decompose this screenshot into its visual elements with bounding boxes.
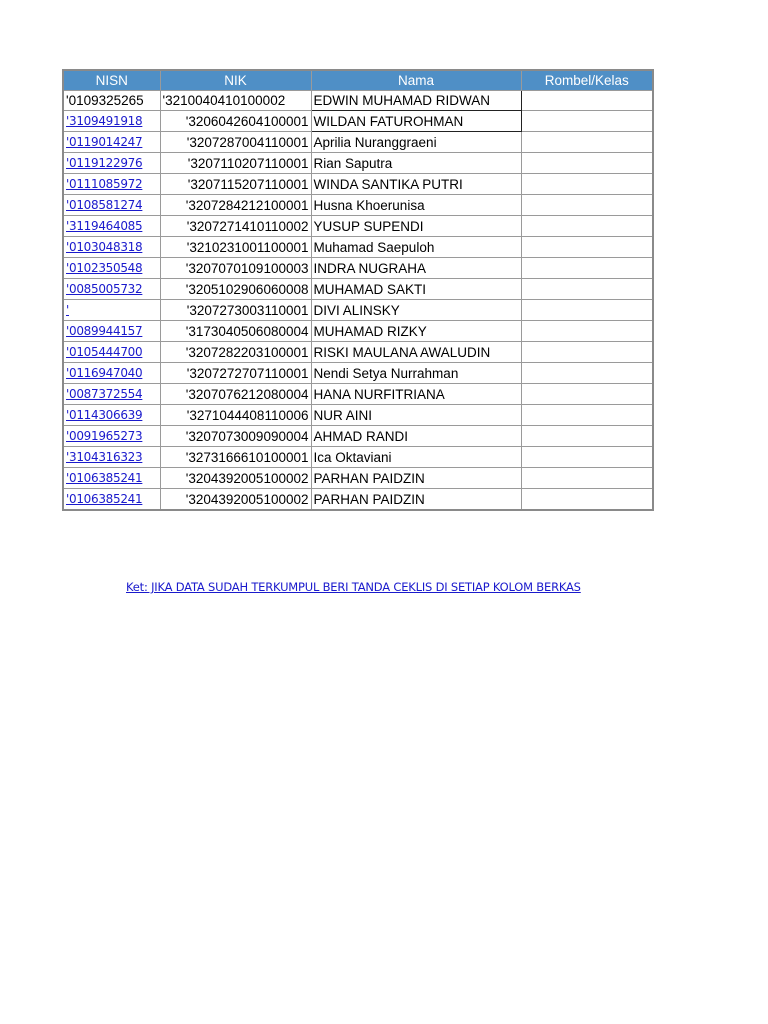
table-row <box>63 258 653 279</box>
header-rombel[interactable]: Rombel/Kelas <box>521 70 653 91</box>
cell-nisn[interactable] <box>63 258 160 279</box>
cell-nik[interactable]: '3207115207110001 <box>160 174 311 195</box>
table-row <box>63 174 653 195</box>
cell-nama[interactable]: PARHAN PAIDZIN <box>311 489 521 511</box>
nisn-link[interactable]: '0119014247 <box>66 135 143 149</box>
cell-nama[interactable]: Muhamad Saepuloh <box>311 237 521 258</box>
cell-nik[interactable]: '3210040410100002 <box>160 91 311 111</box>
cell-rombel[interactable] <box>521 300 653 321</box>
table-body <box>63 91 653 511</box>
table-row <box>63 132 653 153</box>
cell-nisn[interactable] <box>63 279 160 300</box>
cell-rombel[interactable] <box>521 426 653 447</box>
cell-nisn[interactable] <box>63 216 160 237</box>
table-header-row <box>63 70 653 91</box>
nisn-link[interactable]: '0106385241 <box>66 471 143 485</box>
cell-nik[interactable]: '3210231001100001 <box>160 237 311 258</box>
table-row <box>63 195 653 216</box>
cell-nik[interactable]: '3204392005100002 <box>160 489 311 511</box>
table-row <box>63 405 653 426</box>
table-row <box>63 216 653 237</box>
cell-nik[interactable]: '3207070109100003 <box>160 258 311 279</box>
nisn-link[interactable]: '3104316323 <box>66 450 143 464</box>
nisn-link[interactable]: '0111085972 <box>66 177 143 191</box>
table-row <box>63 426 653 447</box>
cell-nisn[interactable] <box>63 489 160 511</box>
cell-nik[interactable]: '3207284212100001 <box>160 195 311 216</box>
cell-nisn[interactable] <box>63 426 160 447</box>
cell-nisn[interactable] <box>63 132 160 153</box>
cell-rombel[interactable] <box>521 216 653 237</box>
cell-nisn[interactable] <box>63 237 160 258</box>
cell-rombel[interactable] <box>521 91 653 111</box>
nisn-link[interactable]: '0108581274 <box>66 198 143 212</box>
table-row <box>63 153 653 174</box>
cell-nama[interactable]: MUHAMAD SAKTI <box>311 279 521 300</box>
cell-rombel[interactable] <box>521 321 653 342</box>
cell-nik[interactable]: '3207110207110001 <box>160 153 311 174</box>
cell-nisn[interactable]: '0109325265 <box>63 91 160 111</box>
cell-nama[interactable]: DIVI ALINSKY <box>311 300 521 321</box>
nisn-link[interactable]: '0085005732 <box>66 282 143 296</box>
table-row <box>63 384 653 405</box>
header-nama[interactable]: Nama <box>311 70 521 91</box>
table-row <box>63 111 653 132</box>
nisn-link[interactable]: '0087372554 <box>66 387 143 401</box>
cell-nama[interactable]: Husna Khoerunisa <box>311 195 521 216</box>
cell-nisn[interactable] <box>63 300 160 321</box>
cell-nik[interactable]: '3207076212080004 <box>160 384 311 405</box>
cell-nama[interactable]: Nendi Setya Nurrahman <box>311 363 521 384</box>
cell-nama[interactable]: WINDA SANTIKA PUTRI <box>311 174 521 195</box>
cell-rombel[interactable] <box>521 258 653 279</box>
cell-nik[interactable]: '3207271410110002 <box>160 216 311 237</box>
nisn-link[interactable]: '0119122976 <box>66 156 143 170</box>
table-row <box>63 91 653 111</box>
nisn-link[interactable]: '0091965273 <box>66 429 143 443</box>
cell-nik[interactable]: '3204392005100002 <box>160 468 311 489</box>
nisn-link[interactable]: '3109491918 <box>66 114 143 128</box>
table-row <box>63 468 653 489</box>
cell-nama[interactable]: Aprilia Nuranggraeni <box>311 132 521 153</box>
cell-rombel[interactable] <box>521 174 653 195</box>
cell-rombel[interactable] <box>521 237 653 258</box>
cell-nisn[interactable] <box>63 447 160 468</box>
cell-nisn[interactable] <box>63 174 160 195</box>
cell-rombel[interactable] <box>521 279 653 300</box>
cell-nisn[interactable] <box>63 363 160 384</box>
table-row <box>63 321 653 342</box>
cell-nik[interactable]: '3205102906060008 <box>160 279 311 300</box>
cell-nisn[interactable] <box>63 153 160 174</box>
nisn-link[interactable]: '0102350548 <box>66 261 143 275</box>
table-row <box>63 237 653 258</box>
cell-rombel[interactable] <box>521 153 653 174</box>
cell-nik[interactable]: '3207287004110001 <box>160 132 311 153</box>
nisn-link[interactable]: '3119464085 <box>66 219 143 233</box>
header-nik[interactable]: NIK <box>160 70 311 91</box>
cell-nik[interactable]: '3207273003110001 <box>160 300 311 321</box>
cell-nik[interactable]: '3207272707110001 <box>160 363 311 384</box>
cell-rombel[interactable] <box>521 384 653 405</box>
cell-nik[interactable]: '3207282203100001 <box>160 342 311 363</box>
nisn-link[interactable]: '0114306639 <box>66 408 143 422</box>
nisn-link[interactable]: '0089944157 <box>66 324 143 338</box>
cell-rombel[interactable] <box>521 489 653 511</box>
cell-nama[interactable]: Ica Oktaviani <box>311 447 521 468</box>
table-row <box>63 447 653 468</box>
cell-rombel[interactable] <box>521 195 653 216</box>
cell-nik[interactable]: '3271044408110006 <box>160 405 311 426</box>
table-row <box>63 363 653 384</box>
cell-nama[interactable]: YUSUP SUPENDI <box>311 216 521 237</box>
nisn-link[interactable]: '0103048318 <box>66 240 143 254</box>
cell-nama[interactable]: WILDAN FATUROHMAN <box>311 111 521 132</box>
cell-rombel[interactable] <box>521 405 653 426</box>
cell-rombel[interactable] <box>521 468 653 489</box>
cell-rombel[interactable] <box>521 132 653 153</box>
note-link[interactable]: Ket: JIKA DATA SUDAH TERKUMPUL BERI TANDA CEKLIS DI SETIAP KOLOM BERKAS <box>126 580 581 594</box>
table-row <box>63 489 653 511</box>
cell-rombel[interactable] <box>521 342 653 363</box>
nisn-link[interactable]: '0105444700 <box>66 345 143 359</box>
cell-nisn[interactable] <box>63 342 160 363</box>
cell-nisn[interactable] <box>63 405 160 426</box>
nisn-link[interactable]: '0106385241 <box>66 492 143 506</box>
student-table <box>62 69 654 511</box>
cell-nik[interactable]: '3173040506080004 <box>160 321 311 342</box>
cell-nik[interactable]: '3206042604100001 <box>160 111 311 132</box>
cell-nik[interactable]: '3207073009090004 <box>160 426 311 447</box>
header-nisn[interactable]: NISN <box>63 70 160 91</box>
cell-rombel[interactable] <box>521 447 653 468</box>
cell-rombel[interactable] <box>521 111 653 132</box>
cell-nama[interactable]: MUHAMAD RIZKY <box>311 321 521 342</box>
cell-nisn[interactable] <box>63 111 160 132</box>
cell-nisn[interactable] <box>63 321 160 342</box>
nisn-link[interactable]: '0116947040 <box>66 366 143 380</box>
cell-nama[interactable]: EDWIN MUHAMAD RIDWAN <box>311 91 521 111</box>
cell-nama[interactable]: PARHAN PAIDZIN <box>311 468 521 489</box>
cell-nisn[interactable] <box>63 195 160 216</box>
cell-nisn[interactable] <box>63 468 160 489</box>
cell-nama[interactable]: AHMAD RANDI <box>311 426 521 447</box>
cell-nama[interactable]: Rian Saputra <box>311 153 521 174</box>
cell-rombel[interactable] <box>521 363 653 384</box>
cell-nama[interactable]: NUR AINI <box>311 405 521 426</box>
cell-nisn[interactable] <box>63 384 160 405</box>
cell-nama[interactable]: HANA NURFITRIANA <box>311 384 521 405</box>
table-row <box>63 342 653 363</box>
cell-nama[interactable]: RISKI MAULANA AWALUDIN <box>311 342 521 363</box>
table-row <box>63 279 653 300</box>
nisn-link[interactable]: ' <box>66 303 69 317</box>
table-row <box>63 300 653 321</box>
cell-nik[interactable]: '3273166610100001 <box>160 447 311 468</box>
cell-nama[interactable]: INDRA NUGRAHA <box>311 258 521 279</box>
